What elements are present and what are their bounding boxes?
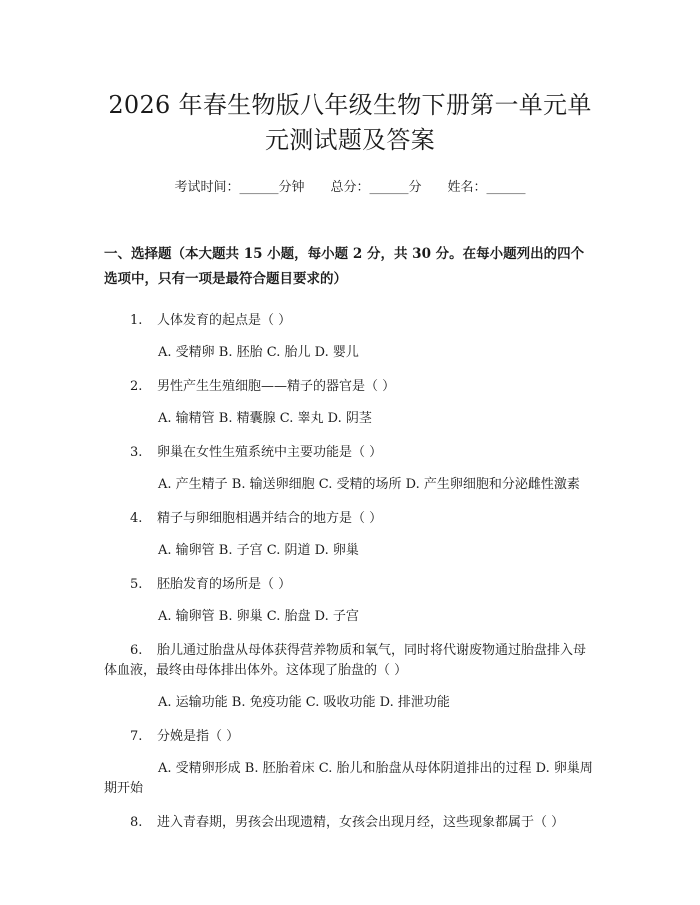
question-text: 进入青春期，男孩会出现遗精，女孩会出现月经，这些现象都属于（ ） xyxy=(157,815,565,830)
question-3 xyxy=(104,443,596,495)
question-stem xyxy=(104,575,596,595)
exam-info xyxy=(104,178,596,198)
question-number: 8. xyxy=(130,815,143,830)
question-options: A. 输卵管 B. 卵巢 C. 胎盘 D. 子宫 xyxy=(158,609,359,624)
question-stem xyxy=(104,727,596,747)
question-options: A. 受精卵 B. 胚胎 C. 胎儿 D. 婴儿 xyxy=(158,345,359,360)
question-number: 4. xyxy=(130,511,143,526)
question-stem xyxy=(104,509,596,529)
question-number: 1. xyxy=(130,313,143,328)
question-2 xyxy=(104,377,596,429)
question-stem xyxy=(104,443,596,463)
question-5 xyxy=(104,575,596,627)
question-number: 7. xyxy=(130,729,143,744)
title-line-2: 元测试题及答案 xyxy=(264,126,436,154)
question-number: 2. xyxy=(130,379,143,394)
section-heading: 一、选择题（本大题共 15 小题，每小题 2 分，共 30 分。在每小题列出的四个选项中，只有一项是最符合题目要求的） xyxy=(104,246,585,287)
question-stem xyxy=(104,311,596,331)
question-text: 卵巢在女性生殖系统中主要功能是（ ） xyxy=(157,445,383,460)
question-stem xyxy=(104,813,596,833)
question-stem xyxy=(104,377,596,397)
question-options: A. 输卵管 B. 子宫 C. 阴道 D. 卵巢 xyxy=(158,543,359,558)
question-text: 男性产生生殖细胞——精子的器官是（ ） xyxy=(157,379,396,394)
question-1 xyxy=(104,311,596,363)
question-options: A. 受精卵形成 B. 胚胎着床 C. 胎儿和胎盘从母体阴道排出的过程 D. 卵巢周期开始 xyxy=(104,761,593,796)
question-number: 3. xyxy=(130,445,143,460)
question-4 xyxy=(104,509,596,561)
question-text: 人体发育的起点是（ ） xyxy=(157,313,292,328)
question-number: 5. xyxy=(130,577,143,592)
question-options: A. 输精管 B. 精囊腺 C. 睾丸 D. 阴茎 xyxy=(158,411,372,426)
question-text: 精子与卵细胞相遇并结合的地方是（ ） xyxy=(157,511,383,526)
question-7 xyxy=(104,727,596,799)
document-title xyxy=(104,0,596,158)
question-stem xyxy=(104,641,596,681)
question-6 xyxy=(104,641,596,713)
question-8 xyxy=(104,813,596,833)
question-number: 6. xyxy=(130,643,143,658)
exam-time: 考试时间：______分钟 xyxy=(174,180,305,195)
exam-score: 总分：______分 xyxy=(330,180,422,195)
title-line-1: 2026 年春生物版八年级生物下册第一单元单 xyxy=(108,91,592,119)
exam-name: 姓名：______ xyxy=(447,180,526,195)
question-options: A. 运输功能 B. 免疫功能 C. 吸收功能 D. 排泄功能 xyxy=(158,695,450,710)
question-options: A. 产生精子 B. 输送卵细胞 C. 受精的场所 D. 产生卵细胞和分泌雌性激素 xyxy=(158,477,580,492)
question-text: 胚胎发育的场所是（ ） xyxy=(157,577,292,592)
question-text: 胎儿通过胎盘从母体获得营养物质和氧气，同时将代谢废物通过胎盘排入母体血液，最终由母体排出体外。这体现了胎盘的（ ） xyxy=(104,643,587,678)
question-text: 分娩是指（ ） xyxy=(157,729,240,744)
